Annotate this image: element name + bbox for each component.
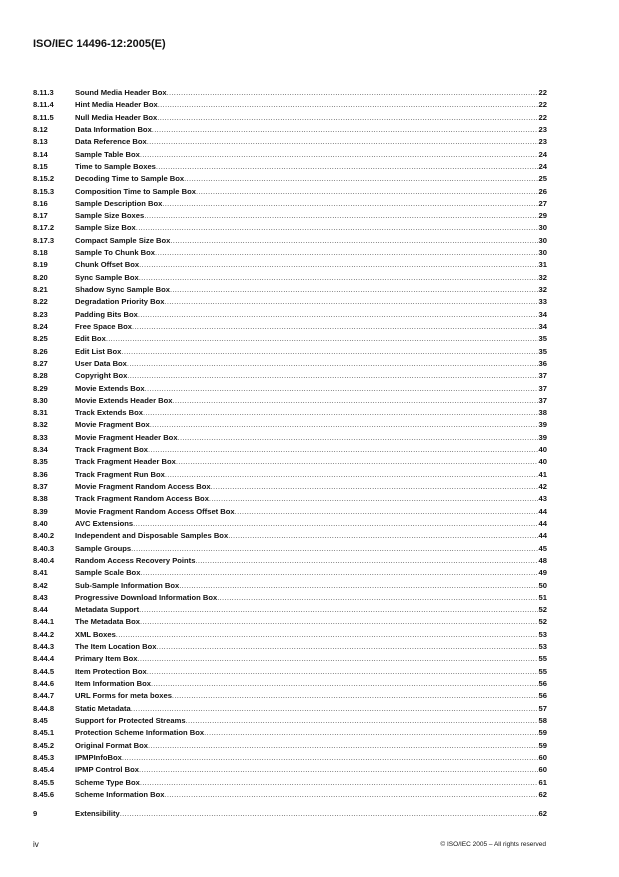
toc-entry[interactable] (33, 112, 547, 124)
toc-entry-title: Sample Table Box (75, 149, 140, 159)
dot-leader (147, 666, 538, 678)
toc-entry[interactable] (33, 383, 547, 395)
toc-entry-number: 8.40 (33, 518, 48, 528)
toc-entry-number: 8.15.3 (33, 186, 55, 196)
toc-entry-title: Movie Fragment Header Box (75, 432, 178, 442)
dot-leader (139, 604, 537, 616)
dot-leader (145, 383, 538, 395)
toc-entry-title: Movie Fragment Random Access Offset Box (75, 506, 235, 516)
toc-entry-number: 8.11.3 (33, 88, 54, 97)
toc-entry-page: 24 (538, 161, 547, 171)
toc-entry-page: 32 (538, 272, 547, 282)
toc-entry-page: 22 (538, 112, 547, 122)
toc-entry-number: 8.25 (33, 334, 48, 344)
toc-entry[interactable] (33, 518, 547, 530)
toc-entry-title: Support for Protected Streams (75, 715, 186, 725)
toc-entry[interactable] (33, 432, 547, 444)
dot-leader (143, 407, 538, 419)
toc-entry-title: Sound Media Header Box (75, 88, 167, 97)
toc-entry-title: Extensibility (75, 809, 120, 819)
toc-entry-title: Degradation Priority Box (75, 297, 165, 307)
toc-entry-number: 8.39 (33, 506, 48, 516)
toc-entry-page: 59 (538, 740, 547, 750)
dot-leader (121, 346, 537, 358)
toc-entry[interactable] (33, 186, 547, 198)
toc-entry-page: 30 (538, 248, 547, 258)
toc-entry-number: 8.40.3 (33, 543, 55, 553)
toc-entry-title: Scheme Information Box (75, 789, 165, 799)
toc-entry-page: 39 (538, 432, 547, 442)
toc-entry[interactable] (33, 678, 547, 690)
dot-leader (155, 247, 538, 259)
dot-leader (162, 198, 537, 210)
toc-entry-number: 8.45.3 (33, 752, 55, 762)
toc-entry-page: 30 (538, 235, 547, 245)
dot-leader (127, 370, 537, 382)
dot-leader (144, 210, 537, 222)
toc-entry[interactable] (33, 653, 547, 665)
toc-entry-number: 8.44.7 (33, 691, 55, 701)
toc-entry[interactable] (33, 530, 547, 542)
dot-leader (148, 444, 538, 456)
dot-leader (172, 395, 537, 407)
toc-entry[interactable] (33, 740, 547, 752)
dot-leader (137, 653, 537, 665)
toc-entry-title: Data Information Box (75, 124, 152, 134)
dot-leader (140, 777, 538, 789)
toc-entry-number: 8.45.5 (33, 777, 55, 787)
dot-leader (131, 703, 538, 715)
toc-entry-title: Item Protection Box (75, 666, 147, 676)
toc-entry-title: Null Media Header Box (75, 112, 158, 122)
toc-entry-title: Sample Size Box (75, 223, 136, 233)
toc-entry[interactable] (33, 567, 547, 579)
toc-entry-number: 8.40.2 (33, 531, 55, 541)
toc-entry[interactable] (33, 124, 547, 136)
dot-leader (156, 161, 538, 173)
dot-leader (156, 641, 537, 653)
toc-entry-page: 62 (538, 809, 547, 819)
toc-entry-page: 35 (538, 346, 547, 356)
toc-entry[interactable] (33, 321, 547, 333)
toc-entry-page: 44 (538, 506, 547, 516)
toc-entry-number: 8.44 (33, 605, 48, 615)
toc-entry-page: 37 (538, 383, 547, 393)
toc-entry-number: 8.44.4 (33, 654, 55, 664)
dot-leader (139, 272, 538, 284)
dot-leader (179, 580, 537, 592)
toc-entry[interactable] (33, 235, 547, 247)
toc-entry-number: 8.21 (33, 285, 48, 294)
toc-entry-page: 33 (538, 297, 547, 307)
dot-leader (211, 481, 538, 493)
toc-entry-number: 8.16 (33, 198, 48, 208)
toc-entry-title: Sub-Sample Information Box (75, 580, 180, 590)
toc-entry-number: 9 (33, 809, 38, 819)
dot-leader (152, 124, 538, 136)
toc-entry-title: Sample Description Box (75, 198, 163, 208)
toc-entry[interactable] (33, 247, 547, 259)
toc-entry-title: IPMPInfoBox (75, 752, 122, 762)
toc-entry[interactable] (33, 222, 547, 234)
dot-leader (139, 764, 538, 776)
toc-entry-title: Protection Scheme Information Box (75, 728, 205, 738)
toc-entry[interactable] (33, 616, 547, 628)
toc-entry-page: 61 (538, 777, 547, 787)
toc-entry-title: The Metadata Box (75, 617, 140, 627)
toc-entry-title: Composition Time to Sample Box (75, 186, 196, 196)
toc-entry-number: 8.32 (33, 420, 48, 430)
dot-leader (138, 309, 538, 321)
toc-entry[interactable] (33, 346, 547, 358)
toc-entry-page: 55 (538, 666, 547, 676)
table-of-contents (33, 87, 547, 820)
toc-entry-title: Edit List Box (75, 346, 122, 356)
dot-leader (140, 149, 538, 161)
toc-entry-number: 8.45.4 (33, 765, 55, 775)
toc-entry[interactable] (33, 555, 547, 567)
toc-entry-title: Movie Fragment Box (75, 420, 150, 430)
toc-entry-page: 34 (538, 309, 547, 319)
toc-entry-number: 8.43 (33, 592, 48, 602)
toc-entry-page: 44 (538, 518, 547, 528)
toc-entry-page: 43 (538, 494, 547, 504)
dot-leader (176, 456, 538, 468)
toc-entry[interactable] (33, 198, 547, 210)
toc-entry[interactable] (33, 629, 547, 641)
toc-entry[interactable] (33, 789, 547, 801)
toc-entry-number: 8.17.2 (33, 223, 55, 233)
toc-entry-page: 24 (538, 149, 547, 159)
toc-entry-number: 8.14 (33, 149, 48, 159)
toc-entry-title: Copyright Box (75, 371, 128, 381)
toc-entry-title: URL Forms for meta boxes (75, 691, 172, 701)
dot-leader (167, 87, 538, 99)
toc-entry[interactable] (33, 333, 547, 345)
toc-entry-number: 8.45.1 (33, 728, 55, 738)
toc-entry-title: Compact Sample Size Box (75, 235, 171, 245)
toc-entry-page: 32 (538, 285, 547, 294)
toc-entry-title: Primary Item Box (75, 654, 138, 664)
dot-leader (132, 321, 538, 333)
toc-entry-page: 38 (538, 408, 547, 418)
toc-entry-number: 8.38 (33, 494, 48, 504)
toc-entry-number: 8.28 (33, 371, 48, 381)
dot-leader (131, 543, 537, 555)
toc-entry[interactable] (33, 690, 547, 702)
toc-entry-title: Movie Extends Header Box (75, 395, 173, 405)
toc-entry-number: 8.18 (33, 248, 48, 258)
dot-leader (170, 235, 537, 247)
toc-entry-title: Hint Media Header Box (75, 100, 158, 110)
toc-entry-title: Static Metadata (75, 703, 131, 713)
toc-entry-title: User Data Box (75, 358, 127, 368)
toc-entry-page: 22 (538, 100, 547, 110)
dot-leader (116, 629, 538, 641)
toc-entry[interactable] (33, 604, 547, 616)
dot-leader (122, 752, 538, 764)
toc-entry-page: 60 (538, 752, 547, 762)
dot-leader (120, 808, 538, 820)
toc-entry-number: 8.44.6 (33, 679, 55, 688)
toc-entry-page: 49 (538, 568, 547, 578)
toc-entry-number: 8.29 (33, 383, 48, 393)
toc-entry-title: Free Space Box (75, 321, 132, 331)
toc-entry[interactable] (33, 493, 547, 505)
toc-entry[interactable] (33, 469, 547, 481)
toc-entry[interactable] (33, 259, 547, 271)
toc-entry-number: 8.27 (33, 358, 48, 368)
toc-entry-page: 55 (538, 654, 547, 664)
toc-entry[interactable] (33, 149, 547, 161)
toc-entry[interactable] (33, 407, 547, 419)
toc-entry[interactable] (33, 136, 547, 148)
toc-entry-number: 8.41 (33, 568, 48, 578)
toc-entry-title: Item Information Box (75, 679, 151, 688)
toc-entry-number: 8.45.6 (33, 789, 55, 799)
toc-entry-number: 8.30 (33, 395, 48, 405)
toc-entry[interactable] (33, 481, 547, 493)
toc-entry-title: Sample Size Boxes (75, 211, 145, 221)
toc-entry-number: 8.17 (33, 211, 48, 221)
toc-entry-number: 8.44.8 (33, 703, 55, 713)
toc-entry-title: Progressive Download Information Box (75, 592, 218, 602)
dot-leader (217, 592, 537, 604)
toc-entry[interactable] (33, 592, 547, 604)
dot-leader (178, 432, 538, 444)
toc-entry[interactable] (33, 87, 547, 99)
dot-leader (151, 678, 538, 690)
dot-leader (140, 616, 538, 628)
toc-entry[interactable] (33, 173, 547, 185)
dot-leader (150, 419, 538, 431)
dot-leader (209, 493, 538, 505)
toc-entry-title: Track Fragment Random Access Box (75, 494, 209, 504)
toc-entry[interactable] (33, 506, 547, 518)
toc-entry[interactable] (33, 580, 547, 592)
toc-entry-title: AVC Extensions (75, 518, 134, 528)
toc-entry-number: 8.44.2 (33, 629, 55, 639)
toc-entry-title: Data Reference Box (75, 137, 147, 147)
toc-entry-title: Sample To Chunk Box (75, 248, 156, 258)
dot-leader (204, 727, 537, 739)
document-header: ISO/IEC 14496-12:2005(E) (33, 38, 166, 50)
toc-entry-number: 8.12 (33, 124, 48, 134)
toc-entry[interactable] (33, 358, 547, 370)
toc-entry-page: 56 (538, 691, 547, 701)
toc-entry-title: Padding Bits Box (75, 309, 138, 319)
toc-entry-title: Shadow Sync Sample Box (75, 285, 170, 294)
toc-entry-title: Sync Sample Box (75, 272, 139, 282)
toc-entry-page: 23 (538, 124, 547, 134)
toc-entry-number: 8.33 (33, 432, 48, 442)
toc-entry-page: 37 (538, 371, 547, 381)
toc-entry[interactable] (33, 727, 547, 739)
toc-entry[interactable] (33, 161, 547, 173)
dot-leader (196, 186, 538, 198)
toc-entry-page: 59 (538, 728, 547, 738)
toc-entry-page: 44 (538, 531, 547, 541)
toc-entry-page: 42 (538, 482, 547, 491)
toc-entry-number: 8.42 (33, 580, 48, 590)
toc-entry[interactable] (33, 764, 547, 776)
toc-entry-page: 53 (538, 629, 547, 639)
toc-entry-title: Metadata Support (75, 605, 140, 615)
toc-entry-page: 56 (538, 679, 547, 688)
copyright-notice: © ISO/IEC 2005 – All rights reserved (440, 841, 546, 848)
toc-entry-title: Independent and Disposable Samples Box (75, 531, 229, 541)
toc-entry-title: Sample Groups (75, 543, 132, 553)
toc-entry-page: 35 (538, 334, 547, 344)
toc-entry-number: 8.45.2 (33, 740, 55, 750)
toc-entry-number: 8.20 (33, 272, 48, 282)
dot-leader (164, 296, 537, 308)
toc-entry-page: 29 (538, 211, 547, 221)
toc-entry-number: 8.34 (33, 445, 48, 455)
toc-entry-title: Track Fragment Header Box (75, 457, 176, 467)
toc-entry-title: Random Access Recovery Points (75, 555, 196, 565)
toc-entry-page: 40 (538, 445, 547, 455)
toc-entry-number: 8.35 (33, 457, 48, 467)
dot-leader (133, 518, 537, 530)
toc-entry-number: 8.40.4 (33, 555, 55, 565)
toc-entry-page: 39 (538, 420, 547, 430)
dot-leader (235, 506, 538, 518)
toc-entry-number: 8.45 (33, 715, 48, 725)
toc-entry-number: 8.44.5 (33, 666, 55, 676)
toc-entry-number: 8.11.5 (33, 112, 54, 122)
dot-leader (170, 284, 538, 296)
toc-entry-number: 8.19 (33, 260, 48, 270)
toc-entry-title: The Item Location Box (75, 642, 157, 652)
toc-entry-page: 30 (538, 223, 547, 233)
toc-entry-page: 26 (538, 186, 547, 196)
toc-entry[interactable] (33, 284, 547, 296)
toc-entry-page: 40 (538, 457, 547, 467)
toc-entry-title: IPMP Control Box (75, 765, 139, 775)
dot-leader (106, 333, 538, 345)
toc-entry-page: 31 (538, 260, 547, 270)
dot-leader (186, 715, 538, 727)
toc-entry-number: 8.22 (33, 297, 48, 307)
toc-entry-title: Decoding Time to Sample Box (75, 174, 185, 184)
toc-entry[interactable] (33, 715, 547, 727)
toc-entry-title: XML Boxes (75, 629, 116, 639)
toc-entry-title: Track Fragment Box (75, 445, 149, 455)
dot-leader (147, 136, 538, 148)
toc-entry-number: 8.15.2 (33, 174, 55, 184)
toc-entry-page: 51 (538, 592, 547, 602)
dot-leader (157, 112, 537, 124)
toc-entry-title: Time to Sample Boxes (75, 161, 156, 171)
toc-entry-page: 36 (538, 358, 547, 368)
toc-entry-number: 8.26 (33, 346, 48, 356)
toc-entry-page: 45 (538, 543, 547, 553)
toc-entry[interactable] (33, 395, 547, 407)
toc-entry[interactable] (33, 456, 547, 468)
dot-leader (228, 530, 537, 542)
toc-entry-number: 8.13 (33, 137, 48, 147)
toc-entry-page: 23 (538, 137, 547, 147)
toc-entry[interactable] (33, 666, 547, 678)
toc-entry-page: 48 (538, 555, 547, 565)
toc-entry-page: 52 (538, 605, 547, 615)
toc-entry-page: 52 (538, 617, 547, 627)
dot-leader (172, 690, 538, 702)
toc-entry[interactable] (33, 370, 547, 382)
toc-entry[interactable] (33, 419, 547, 431)
toc-entry[interactable] (33, 296, 547, 308)
toc-entry[interactable] (33, 752, 547, 764)
toc-entry-title: Chunk Offset Box (75, 260, 140, 270)
dot-leader (139, 259, 537, 271)
toc-entry-number: 8.24 (33, 321, 48, 331)
toc-entry-title: Scheme Type Box (75, 777, 140, 787)
toc-entry[interactable] (33, 444, 547, 456)
toc-entry-page: 34 (538, 321, 547, 331)
toc-entry-title: Edit Box (75, 334, 106, 344)
toc-entry-page: 60 (538, 765, 547, 775)
dot-leader (195, 555, 537, 567)
dot-leader (165, 469, 538, 481)
toc-entry-number: 8.17.3 (33, 235, 55, 245)
dot-leader (164, 789, 537, 801)
toc-entry-number: 8.15 (33, 161, 48, 171)
dot-leader (127, 358, 538, 370)
toc-entry-title: Track Fragment Run Box (75, 469, 165, 479)
toc-entry-page: 27 (538, 198, 547, 208)
toc-entry-title: Original Format Box (75, 740, 148, 750)
toc-entry[interactable] (33, 99, 547, 111)
toc-entry-number: 8.44.1 (33, 617, 55, 627)
dot-leader (136, 222, 538, 234)
toc-entry[interactable] (33, 210, 547, 222)
page-number: iv (33, 840, 39, 849)
toc-entry-page: 53 (538, 642, 547, 652)
toc-entry-number: 8.36 (33, 469, 48, 479)
toc-entry-number: 8.37 (33, 482, 48, 491)
toc-entry-title: Sample Scale Box (75, 568, 141, 578)
toc-entry[interactable] (33, 641, 547, 653)
toc-entry[interactable] (33, 777, 547, 789)
toc-entry-title: Movie Extends Box (75, 383, 145, 393)
toc-entry-title: Movie Fragment Random Access Box (75, 482, 211, 491)
toc-entry-number: 8.11.4 (33, 100, 54, 110)
toc-entry[interactable] (33, 703, 547, 715)
toc-entry-number: 8.23 (33, 309, 48, 319)
toc-entry-page: 50 (538, 580, 547, 590)
toc-entry-page: 22 (538, 88, 547, 97)
toc-entry[interactable] (33, 543, 547, 555)
dot-leader (148, 740, 538, 752)
toc-entry-page: 62 (538, 789, 547, 799)
toc-entry-number: 8.44.3 (33, 642, 55, 652)
toc-entry[interactable] (33, 309, 547, 321)
toc-entry-page: 41 (538, 469, 547, 479)
toc-entry-page: 37 (538, 395, 547, 405)
dot-leader (140, 567, 537, 579)
toc-entry-page: 57 (538, 703, 547, 713)
toc-entry-number: 8.31 (33, 408, 48, 418)
toc-entry-page: 58 (538, 715, 547, 725)
toc-entry-page: 25 (538, 174, 547, 184)
toc-entry[interactable] (33, 808, 547, 820)
dot-leader (158, 99, 538, 111)
toc-entry[interactable] (33, 272, 547, 284)
dot-leader (184, 173, 537, 185)
toc-entry-title: Track Extends Box (75, 408, 143, 418)
